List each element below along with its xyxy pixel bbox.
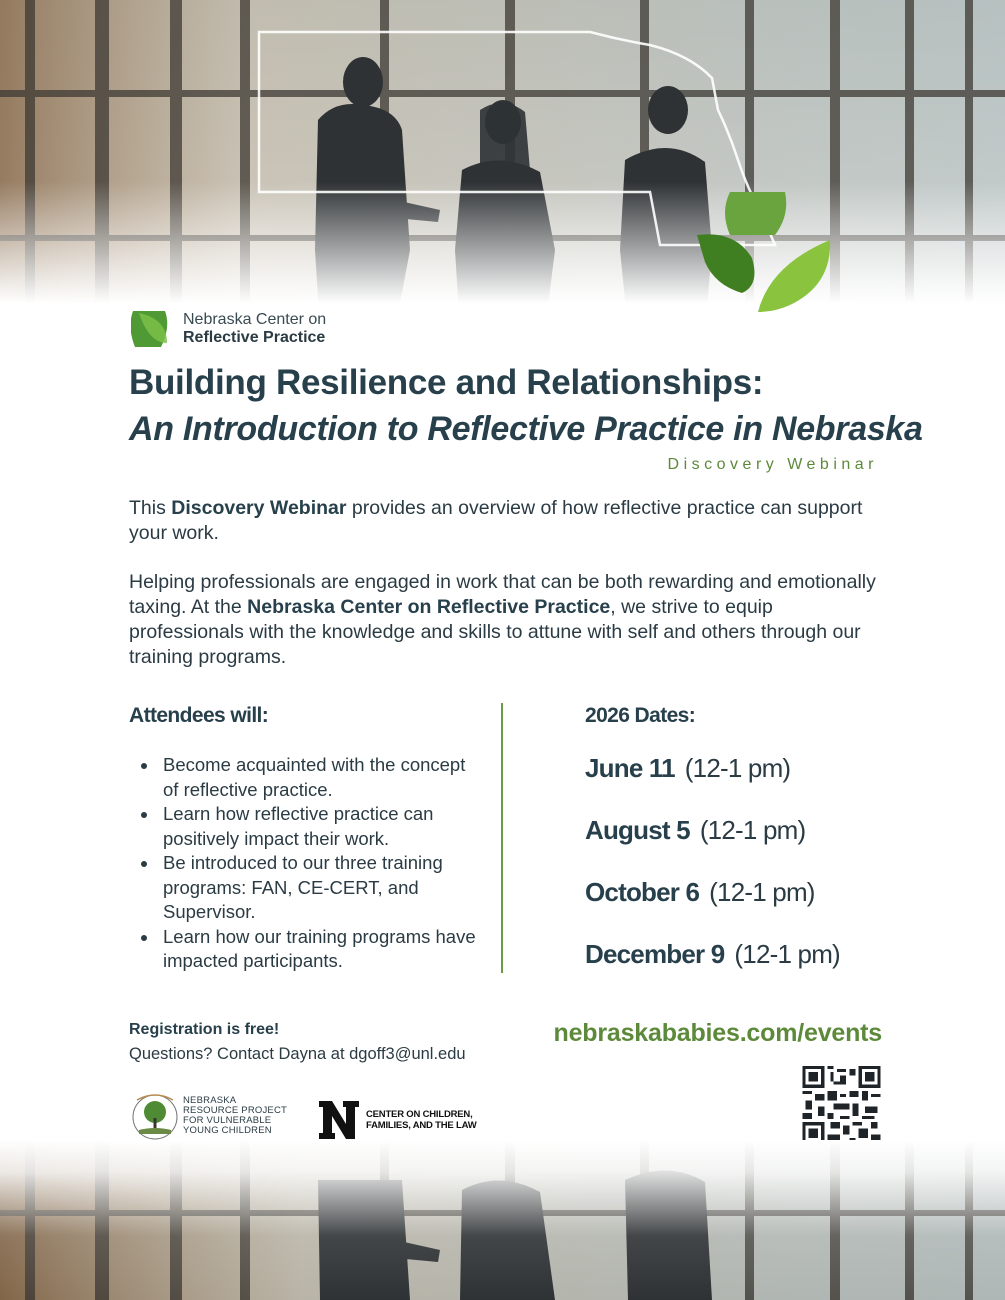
center-logo [131,309,326,349]
intro-1-text: This [129,497,172,519]
date-row [585,815,805,846]
events-url[interactable]: nebraskababies.com/events [553,1019,882,1047]
contact-line: Questions? Contact Dayna at dgoff3@unl.edu [129,1045,466,1063]
time-label: (12-1 pm) [684,753,791,783]
date-row [585,753,790,784]
date-row [585,877,815,908]
nebraska-n-icon [318,1100,360,1140]
intro-2-text: Helping professionals are engaged in work that can be both rewarding and emotionally taxing. At the [129,571,876,618]
leaf-logo-icon [131,309,175,349]
dates-heading: 2026 Dates: [585,704,696,727]
attendees-heading: Attendees will: [129,704,269,727]
partner-logo-ccfl [318,1100,477,1140]
time-label: (12-1 pm) [734,939,840,969]
page-title: Building Resilience and Relationships: [129,363,764,402]
intro-2-text-end: , we strive to equip professionals with the knowledge and skills to attune with self and others through our training programs. [129,596,861,668]
list-item: Learn how our training programs have impacted participants. [140,925,480,974]
partner1-line: NEBRASKA [183,1095,237,1106]
page-subtitle: An Introduction to Reflective Practice in Nebraska [129,410,923,448]
intro-1-bold: Discovery Webinar [171,497,347,519]
list-item: Become acquainted with the concept of reflective practice. [140,753,480,802]
list-item: Be introduced to our three training programs: FAN, CE-CERT, and Supervisor. [140,851,480,925]
header-photo [0,0,1005,330]
time-label: (12-1 pm) [699,815,806,845]
date-label: October 6 [585,877,700,907]
date-label: August 5 [585,815,690,845]
registration-note: Registration is free! [129,1021,280,1038]
partner-logo-resource-project [131,1090,287,1142]
time-label: (12-1 pm) [709,877,815,907]
webinar-kicker: Discovery Webinar [667,456,878,473]
date-label: December 9 [585,939,725,969]
partner2-line: FAMILIES, AND THE LAW [366,1120,477,1131]
partner1-line: RESOURCE PROJECT [183,1105,288,1116]
intro-1-text-end: provides an overview of how reflective practice can support your work. [129,497,863,544]
qr-code[interactable] [802,1066,881,1144]
column-divider [501,703,503,973]
date-row [585,939,840,970]
list-item: Learn how reflective practice can positively impact their work. [140,802,480,851]
logo-line-2: Reflective Practice [183,329,326,346]
intro-2-bold: Nebraska Center on Reflective Practice [247,596,611,618]
partner1-line: YOUNG CHILDREN [183,1125,272,1136]
partner2-line: CENTER ON CHILDREN, [366,1109,473,1120]
intro-paragraph-1 [129,496,889,546]
tree-seal-icon [131,1090,179,1142]
intro-paragraph-2 [129,570,889,670]
logo-line-1: Nebraska Center on [183,311,327,329]
date-label: June 11 [585,753,675,783]
attendees-list [140,753,480,974]
partner1-line: FOR VULNERABLE [183,1115,272,1126]
footer-photo [0,1140,1005,1300]
